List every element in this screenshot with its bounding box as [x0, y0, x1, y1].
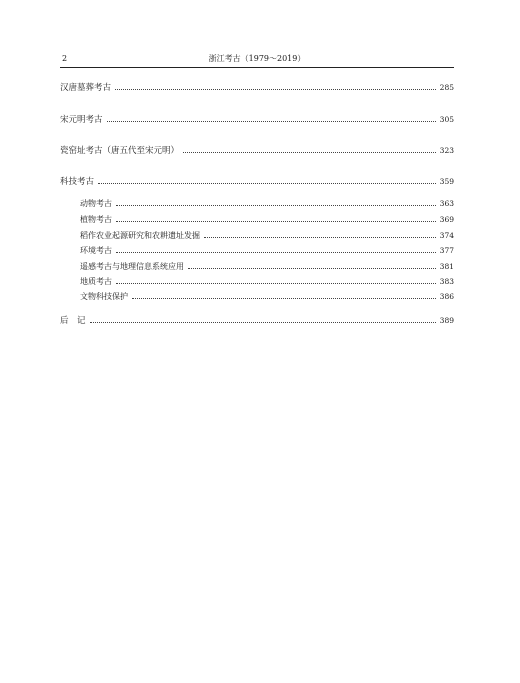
- toc-entry-geoarchaeology[interactable]: [80, 276, 454, 288]
- toc-entry-label: 遥感考古与地理信息系统应用: [80, 262, 184, 271]
- toc-entry-archaeometry[interactable]: [60, 176, 454, 188]
- toc-entry-page: 389: [439, 316, 454, 325]
- dot-leader: [183, 152, 436, 153]
- toc-entry-page: 374: [439, 231, 454, 240]
- toc-entry-page: 285: [439, 83, 454, 92]
- toc-entry-archaeobotany[interactable]: [80, 214, 454, 226]
- toc-entry-label: 地质考古: [80, 277, 112, 286]
- toc-entry-page: 386: [439, 292, 454, 301]
- dot-leader: [116, 205, 436, 206]
- toc-entry-song-yuan-ming[interactable]: [60, 114, 454, 126]
- toc-entry-label: 后 记: [60, 316, 86, 326]
- header-rule: [60, 67, 454, 68]
- toc-entry-zooarchaeology[interactable]: [80, 198, 454, 210]
- toc-entry-label: 瓷窑址考古（唐五代至宋元明）: [60, 146, 180, 156]
- dot-leader: [107, 121, 436, 122]
- dot-leader: [132, 298, 436, 299]
- dot-leader: [115, 89, 436, 90]
- toc-entry-page: 377: [439, 246, 454, 255]
- toc-entry-han-tang-tombs[interactable]: [60, 82, 454, 94]
- toc-entry-label: 汉唐墓葬考古: [60, 83, 112, 93]
- toc-entry-conservation[interactable]: [80, 291, 454, 303]
- toc-entry-rice-agriculture[interactable]: [80, 230, 454, 242]
- running-title: 浙江考古（1979～2019）: [208, 54, 306, 63]
- toc-entry-label: 科技考古: [60, 177, 95, 187]
- toc-entry-kiln-sites[interactable]: [60, 145, 454, 157]
- toc-entry-label: 植物考古: [80, 215, 112, 224]
- toc-entry-label: 环境考古: [80, 246, 112, 255]
- dot-leader: [116, 252, 436, 253]
- toc-entry-page: 363: [439, 199, 454, 208]
- dot-leader: [98, 183, 436, 184]
- toc-entry-label: 文物科技保护: [80, 292, 128, 301]
- toc-entry-label: 稻作农业起源研究和农耕遗址发掘: [80, 231, 200, 240]
- running-header: [60, 52, 454, 66]
- toc-entry-environmental[interactable]: [80, 245, 454, 257]
- dot-leader: [188, 268, 436, 269]
- toc-entry-label: 动物考古: [80, 199, 112, 208]
- toc-entry-page: 369: [439, 215, 454, 224]
- toc-entry-page: 359: [439, 177, 454, 186]
- toc-entry-page: 383: [439, 277, 454, 286]
- toc-entry-page: 305: [439, 115, 454, 124]
- toc-entry-page: 323: [439, 146, 454, 155]
- toc-entry-page: 381: [439, 262, 454, 271]
- toc-entry-label: 宋元明考古: [60, 115, 103, 125]
- page-number: 2: [62, 54, 68, 63]
- toc-entry-afterword[interactable]: [60, 315, 454, 327]
- toc-entry-remote-sensing-gis[interactable]: [80, 261, 454, 273]
- dot-leader: [90, 322, 436, 323]
- dot-leader: [116, 283, 436, 284]
- dot-leader: [116, 221, 436, 222]
- dot-leader: [204, 237, 436, 238]
